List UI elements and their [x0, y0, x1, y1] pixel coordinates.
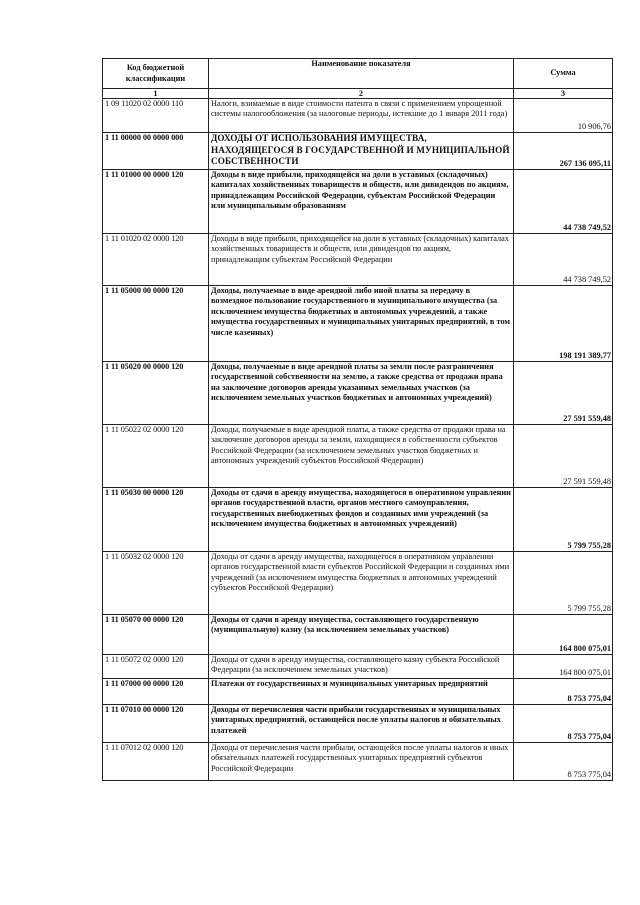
row-amount: 44 738 749,52	[514, 170, 613, 234]
row-name: Платежи от государственных и муниципальных унитарных предприятий	[209, 679, 514, 705]
header-code-column: Код бюджетной классификации	[103, 59, 209, 89]
row-name: Доходы от сдачи в аренду имущества, составляющего казну субъекта Российской Федерации (за исключением земельных участков)	[209, 655, 514, 679]
row-name: Доходы от перечисления части прибыли государственных и муниципальных унитарных предприятий, остающейся после уплаты налогов и обязательных платежей	[209, 705, 514, 743]
row-code: 1 11 05072 02 0000 120	[103, 655, 209, 679]
row-amount: 164 800 075,01	[514, 615, 613, 655]
row-amount: 198 191 389,77	[514, 286, 613, 362]
table-row	[103, 679, 613, 705]
row-amount: 267 136 095,11	[514, 133, 613, 170]
row-name: Доходы от перечисления части прибыли, остающейся после уплаты налогов и иных обязательных платежей государственных унитарных предприятий субъектов Российской Федерации	[209, 743, 514, 781]
row-amount: 10 906,76	[514, 99, 613, 133]
table-row	[103, 615, 613, 655]
table-header-row	[103, 59, 613, 89]
row-amount: 8 753 775,04	[514, 705, 613, 743]
row-amount: 5 799 755,28	[514, 552, 613, 615]
table-row	[103, 170, 613, 234]
row-name: Доходы в виде прибыли, приходящейся на доли в уставных (складочных) капиталах хозяйственных товариществ и обществ, или дивидендов по акциям, принадлежащим Российской Федерации, субъектам Российской Федерации или муниципальным образованиям	[209, 170, 514, 234]
column-number-1: 1	[103, 89, 209, 99]
table-row	[103, 362, 613, 425]
row-code: 1 11 05022 02 0000 120	[103, 425, 209, 488]
budget-table-page	[102, 58, 612, 781]
row-name: Доходы от сдачи в аренду имущества, находящегося в оперативном управлении органов государственной власти субъектов Российской Федерации и созданных ими учреждений (за исключением имущества бюджетных и автономных учреждений субъектов Российской Федерации)	[209, 552, 514, 615]
header-name-column: Наименование показателя	[209, 59, 514, 89]
row-name: Доходы, получаемые в виде арендной платы за земли после разграничения государственной собственности на землю, а также средства от продажи права на заключение договоров аренды указанных земельных участков (за исключением земельных участков бюджетных и автономных учреждений)	[209, 362, 514, 425]
table-row	[103, 286, 613, 362]
row-code: 1 11 01020 02 0000 120	[103, 234, 209, 286]
row-code: 1 09 11020 02 0000 110	[103, 99, 209, 133]
table-row	[103, 99, 613, 133]
table-row	[103, 705, 613, 743]
row-code: 1 11 05030 00 0000 120	[103, 488, 209, 552]
table-row	[103, 234, 613, 286]
row-code: 1 11 05020 00 0000 120	[103, 362, 209, 425]
header-amount-column: Сумма	[514, 59, 613, 89]
table-row	[103, 488, 613, 552]
row-code: 1 11 07000 00 0000 120	[103, 679, 209, 705]
row-name: ДОХОДЫ ОТ ИСПОЛЬЗОВАНИЯ ИМУЩЕСТВА, НАХОДЯЩЕГОСЯ В ГОСУДАРСТВЕННОЙ И МУНИЦИПАЛЬНОЙ СОБСТВЕННОСТИ	[209, 133, 514, 170]
table-row	[103, 743, 613, 781]
row-amount: 27 591 559,48	[514, 425, 613, 488]
row-code: 1 11 07010 00 0000 120	[103, 705, 209, 743]
table-row	[103, 552, 613, 615]
table-row	[103, 133, 613, 170]
row-amount: 5 799 755,28	[514, 488, 613, 552]
column-number-2: 2	[209, 89, 514, 99]
table-row	[103, 425, 613, 488]
row-name: Доходы в виде прибыли, приходящейся на доли в уставных (складочных) капиталах хозяйственных товариществ и обществ, или дивидендов по акциям, принадлежащим субъектам Российской Федерации	[209, 234, 514, 286]
row-name: Налоги, взимаемые в виде стоимости патента в связи с применением упрощенной системы налогообложения (за налоговые периоды, истекшие до 1 января 2011 года)	[209, 99, 514, 133]
row-amount: 164 800 075,01	[514, 655, 613, 679]
row-name: Доходы от сдачи в аренду имущества, находящегося в оперативном управлении органов государственной власти, органов местного самоуправления, государственных внебюджетных фондов и созданных ими учреждений (за исключением имущества бюджетных и автономных учреждений)	[209, 488, 514, 552]
column-number-row	[103, 89, 613, 99]
column-number-3: 3	[514, 89, 613, 99]
row-code: 1 11 01000 00 0000 120	[103, 170, 209, 234]
budget-revenue-table	[102, 58, 613, 781]
row-amount: 8 753 775,04	[514, 679, 613, 705]
row-name: Доходы от сдачи в аренду имущества, составляющего государственную (муниципальную) казну (за исключением земельных участков)	[209, 615, 514, 655]
row-amount: 44 738 749,52	[514, 234, 613, 286]
row-amount: 27 591 559,48	[514, 362, 613, 425]
row-code: 1 11 05000 00 0000 120	[103, 286, 209, 362]
row-name: Доходы, получаемые в виде арендной платы, а также средства от продажи права на заключение договоров аренды за земли, находящиеся в собственности субъектов Российской Федерации (за исключением земельных участков бюджетных и автономных учреждений субъектов Российской Федерации)	[209, 425, 514, 488]
row-code: 1 11 07012 02 0000 120	[103, 743, 209, 781]
row-amount: 8 753 775,04	[514, 743, 613, 781]
row-code: 1 11 05032 02 0000 120	[103, 552, 209, 615]
row-code: 1 11 00000 00 0000 000	[103, 133, 209, 170]
row-name: Доходы, получаемые в виде арендной либо иной платы за передачу в возмездное пользование государственного и муниципального имущества (за исключением имущества бюджетных и автономных учреждений, а также имущества государственных и муниципальных унитарных предприятий, в том числе казенных)	[209, 286, 514, 362]
table-row	[103, 655, 613, 679]
row-code: 1 11 05070 00 0000 120	[103, 615, 209, 655]
